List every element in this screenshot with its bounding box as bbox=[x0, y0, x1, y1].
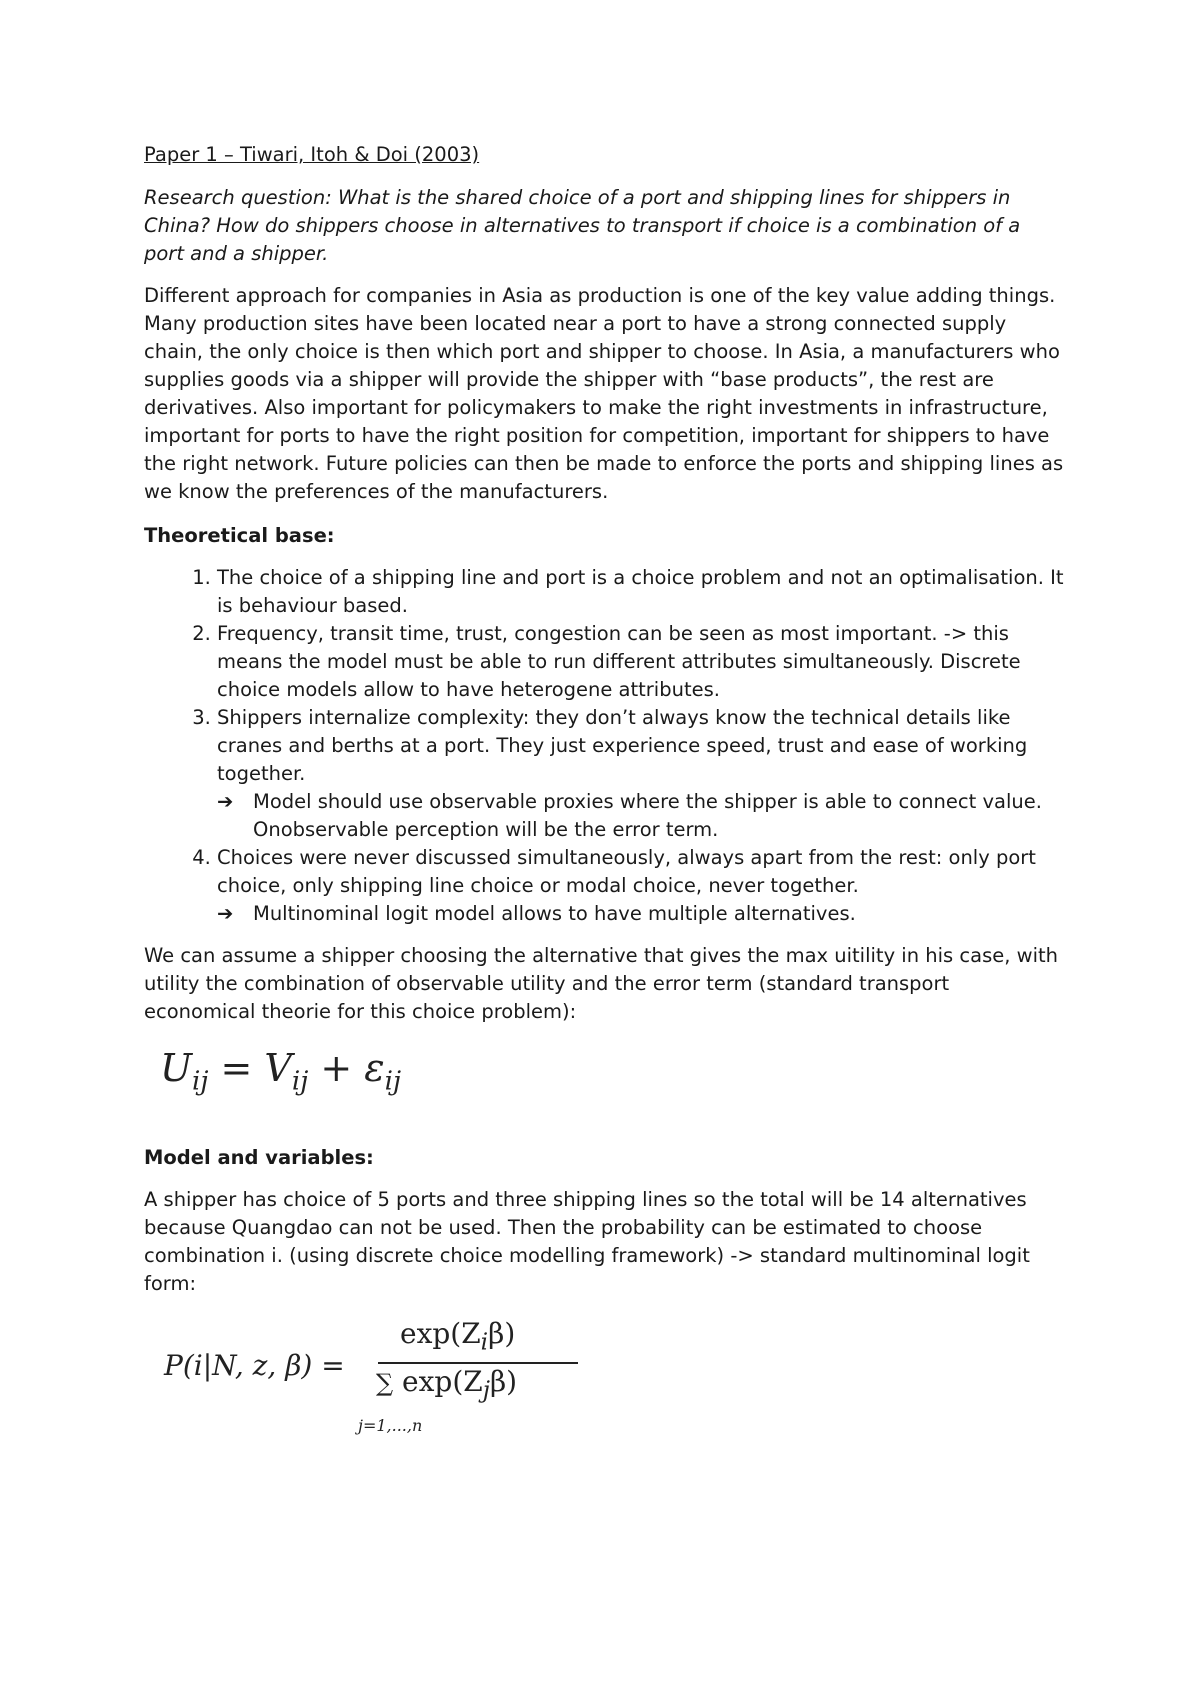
arrow-right-icon: ➔ bbox=[217, 902, 234, 925]
formula-symbol: ε bbox=[364, 1046, 385, 1090]
list-subpoint bbox=[217, 788, 1064, 844]
list-item bbox=[217, 564, 1064, 620]
list-subpoint-text: Multinominal logit model allows to have multiple alternatives. bbox=[253, 902, 856, 925]
formula-subscript: ij bbox=[291, 1066, 309, 1097]
model-heading: Model and variables: bbox=[144, 1146, 374, 1169]
formula-lhs: P(i|N, z, β) = bbox=[164, 1349, 345, 1382]
fraction-bar bbox=[378, 1362, 578, 1364]
formula-numerator: $\exp(Z_i\beta)$ bbox=[400, 1317, 516, 1356]
paper-title: Paper 1 – Tiwari, Itoh & Doi (2003) bbox=[144, 143, 480, 166]
list-item-text: Frequency, transit time, trust, congestion can be seen as most important. -> this means the model must be able to run different attributes simultaneously. Discrete choice models allow to have heterogene attributes. bbox=[217, 622, 1021, 701]
formula-operator: = bbox=[208, 1046, 265, 1090]
model-paragraph: A shipper has choice of 5 ports and three shipping lines so the total will be 14 alternatives because Quangdao can not be used. Then the probability can be estimated to choose combination i. (using discrete choice modelling framework) -> standard multinominal logit form: bbox=[144, 1188, 1030, 1295]
list-item bbox=[217, 620, 1064, 704]
intro-paragraph: Different approach for companies in Asia as production is one of the key value adding things. Many production sites have been located near a port to have a strong connected supply chain, the only choice is then which port and shipper to choose. In Asia, a manufacturers who supplies goods via a shipper will provide the shipper with “base products”, the rest are derivatives. Also important for policymakers to make the right investments in infrastructure, important for ports to have the right position for competition, important for shippers to have the right network. Future policies can then be made to enforce the ports and shipping lines as we know the preferences of the manufacturers. bbox=[144, 284, 1064, 503]
arrow-right-icon: ➔ bbox=[217, 790, 234, 813]
formula-subscript: ij bbox=[192, 1066, 209, 1097]
list-subpoint-text: Model should use observable proxies where the shipper is able to connect value. Onobservable perception will be the error term. bbox=[253, 790, 1042, 841]
list-item bbox=[217, 844, 1064, 928]
list-item-text: The choice of a shipping line and port is a choice problem and not an optimalisation. It is behaviour based. bbox=[217, 566, 1064, 617]
utility-formula bbox=[160, 1046, 1064, 1128]
formula-denominator: ∑ $\exp(Z_j\beta)$ bbox=[376, 1365, 518, 1404]
theoretical-base-list bbox=[144, 564, 1064, 928]
list-item-text: Shippers internalize complexity: they don’t always know the technical details like cranes and berths at a port. They just experience speed, trust and ease of working together. bbox=[217, 706, 1028, 785]
theoretical-base-heading: Theoretical base: bbox=[144, 524, 335, 547]
utility-paragraph: We can assume a shipper choosing the alternative that gives the max uitility in his case, with utility the combination of observable utility and the error term (standard transport economical theorie for this choice problem): bbox=[144, 944, 1059, 1023]
formula-operator: + bbox=[308, 1046, 365, 1090]
formula-subscript: ij bbox=[384, 1066, 402, 1097]
formula-symbol: V bbox=[264, 1046, 292, 1090]
formula-symbol: U bbox=[160, 1046, 193, 1090]
list-item bbox=[217, 704, 1064, 844]
logit-formula bbox=[164, 1317, 584, 1440]
research-question: Research question: What is the shared choice of a port and shipping lines for shippers in China? How do shippers choose in alternatives to transport if choice is a combination of a port and a shipper. bbox=[144, 186, 1021, 265]
formula-sum-limits: j=1,...,n bbox=[358, 1416, 423, 1435]
list-item-text: Choices were never discussed simultaneously, always apart from the rest: only port choice, only shipping line choice or modal choice, never together. bbox=[217, 846, 1036, 897]
sigma-icon: ∑ bbox=[376, 1369, 394, 1397]
document-page bbox=[144, 140, 1064, 1440]
list-subpoint bbox=[217, 900, 1064, 928]
